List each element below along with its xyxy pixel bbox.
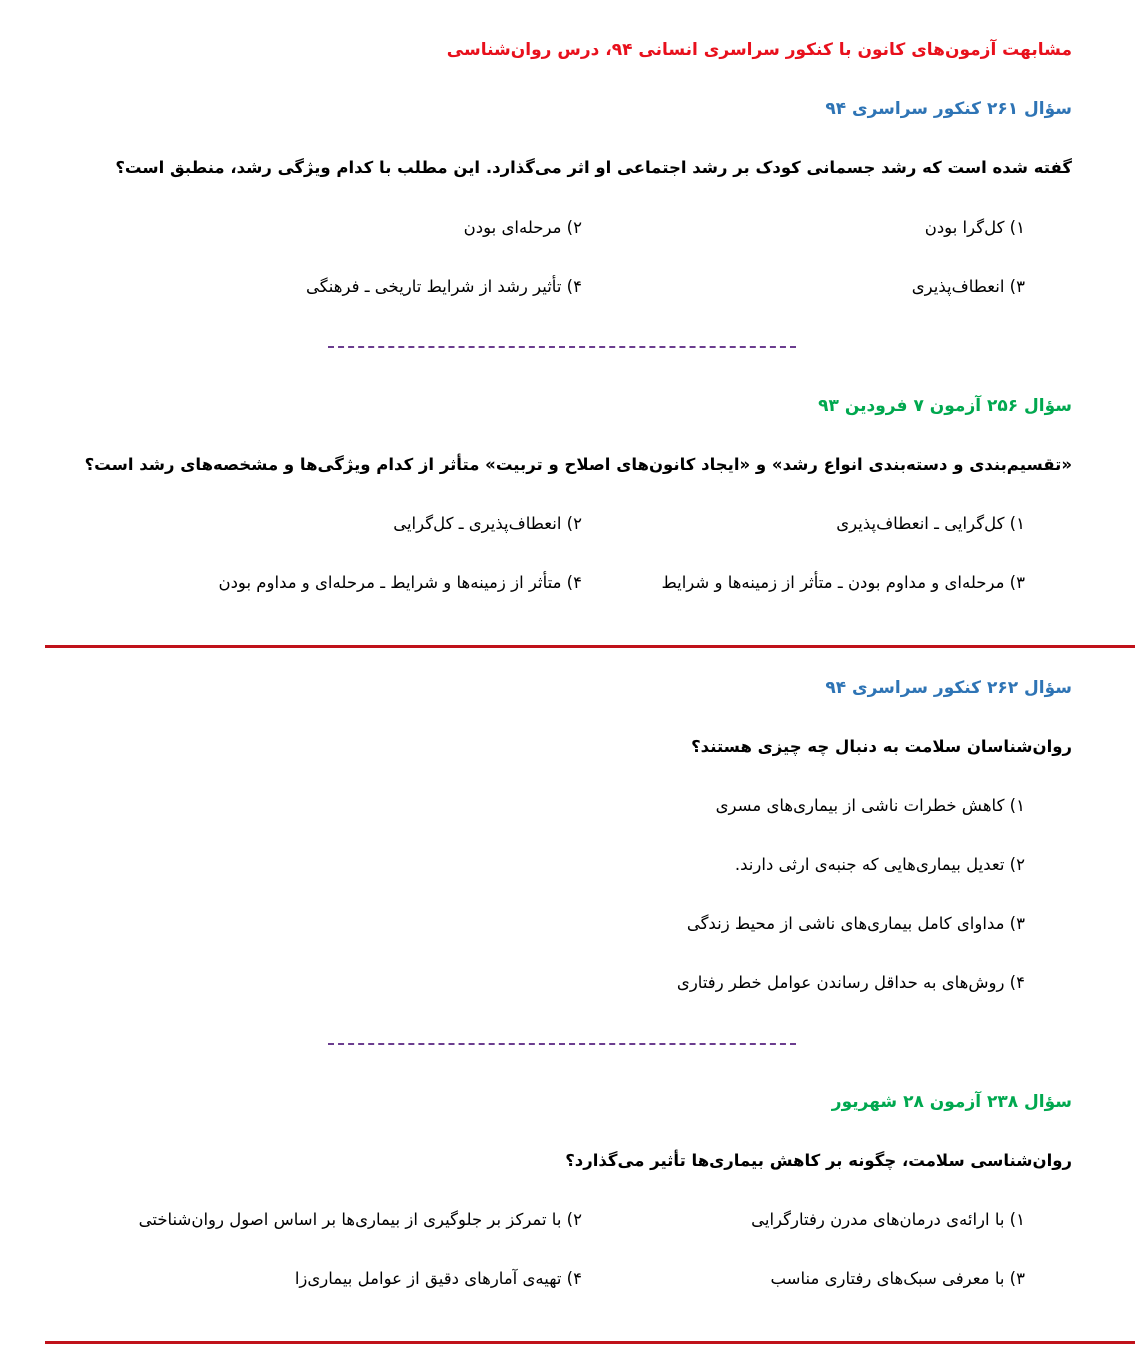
section-divider bbox=[45, 645, 1135, 648]
kanoon-question-heading: سؤال ۲۳۸ آزمون ۲۸ شهریور bbox=[831, 1092, 1072, 1112]
option-1: ۱) کاهش خطرات ناشی از بیماری‌های مسری bbox=[715, 796, 1025, 815]
option-2: ۲) انعطاف‌پذیری ـ کل‌گرایی bbox=[393, 514, 582, 533]
option-4: ۴) تهیه‌ی آمارهای دقیق از عوامل بیماری‌زا bbox=[294, 1269, 582, 1288]
option-2: ۲) مرحله‌ای بودن bbox=[463, 218, 582, 237]
document-title: مشابهت آزمون‌های کانون با کنکور سراسری انسانی ۹۴، درس روان‌شناسی bbox=[446, 40, 1072, 60]
kanoon-question-heading: سؤال ۲۵۶ آزمون ۷ فرودین ۹۳ bbox=[818, 396, 1072, 416]
question-text: «تقسیم‌بندی و دسته‌بندی انواع رشد» و «ایجاد کانون‌های اصلاح و تربیت» متأثر از کدام ویژگی‌ها و مشخصه‌های رشد است؟ bbox=[84, 455, 1072, 474]
option-4: ۴) تأثیر رشد از شرایط تاریخی ـ فرهنگی bbox=[305, 277, 582, 296]
option-4: ۴) متأثر از زمینه‌ها و شرایط ـ مرحله‌ای و مداوم بودن bbox=[218, 573, 582, 592]
question-text: گفته شده است که رشد جسمانی کودک بر رشد اجتماعی او اثر می‌گذارد. این مطلب با کدام ویژگی رشد، منطبق است؟ bbox=[115, 158, 1072, 177]
option-3: ۳) با معرفی سبک‌های رفتاری مناسب bbox=[770, 1269, 1025, 1288]
dashed-divider bbox=[328, 1043, 796, 1045]
option-1: ۱) کل‌گرا بودن bbox=[924, 218, 1025, 237]
option-3: ۳) مداوای کامل بیماری‌های ناشی از محیط زندگی bbox=[686, 914, 1025, 933]
option-2: ۲) تعدیل بیماری‌هایی که جنبه‌ی ارثی دارند. bbox=[734, 855, 1025, 874]
option-3: ۳) انعطاف‌پذیری bbox=[911, 277, 1025, 296]
option-4: ۴) روش‌های به حداقل رساندن عوامل خطر رفتاری bbox=[676, 973, 1025, 992]
option-1: ۱) با ارائه‌ی درمان‌های مدرن رفتارگرایی bbox=[751, 1210, 1025, 1229]
section-divider bbox=[45, 1341, 1135, 1344]
option-2: ۲) با تمرکز بر جلوگیری از بیماری‌ها بر اساس اصول روان‌شناختی bbox=[138, 1210, 582, 1229]
option-1: ۱) کل‌گرایی ـ انعطاف‌پذیری bbox=[836, 514, 1025, 533]
dashed-divider bbox=[328, 346, 796, 348]
question-text: روان‌شناسی سلامت، چگونه بر کاهش بیماری‌ها تأثیر می‌گذارد؟ bbox=[565, 1151, 1072, 1170]
option-3: ۳) مرحله‌ای و مداوم بودن ـ متأثر از زمینه‌ها و شرایط bbox=[661, 573, 1025, 592]
question-text: روان‌شناسان سلامت به دنبال چه چیزی هستند؟ bbox=[691, 737, 1072, 756]
konkur-question-heading: سؤال ۲۶۱ کنکور سراسری ۹۴ bbox=[825, 99, 1072, 119]
konkur-question-heading: سؤال ۲۶۲ کنکور سراسری ۹۴ bbox=[825, 678, 1072, 698]
